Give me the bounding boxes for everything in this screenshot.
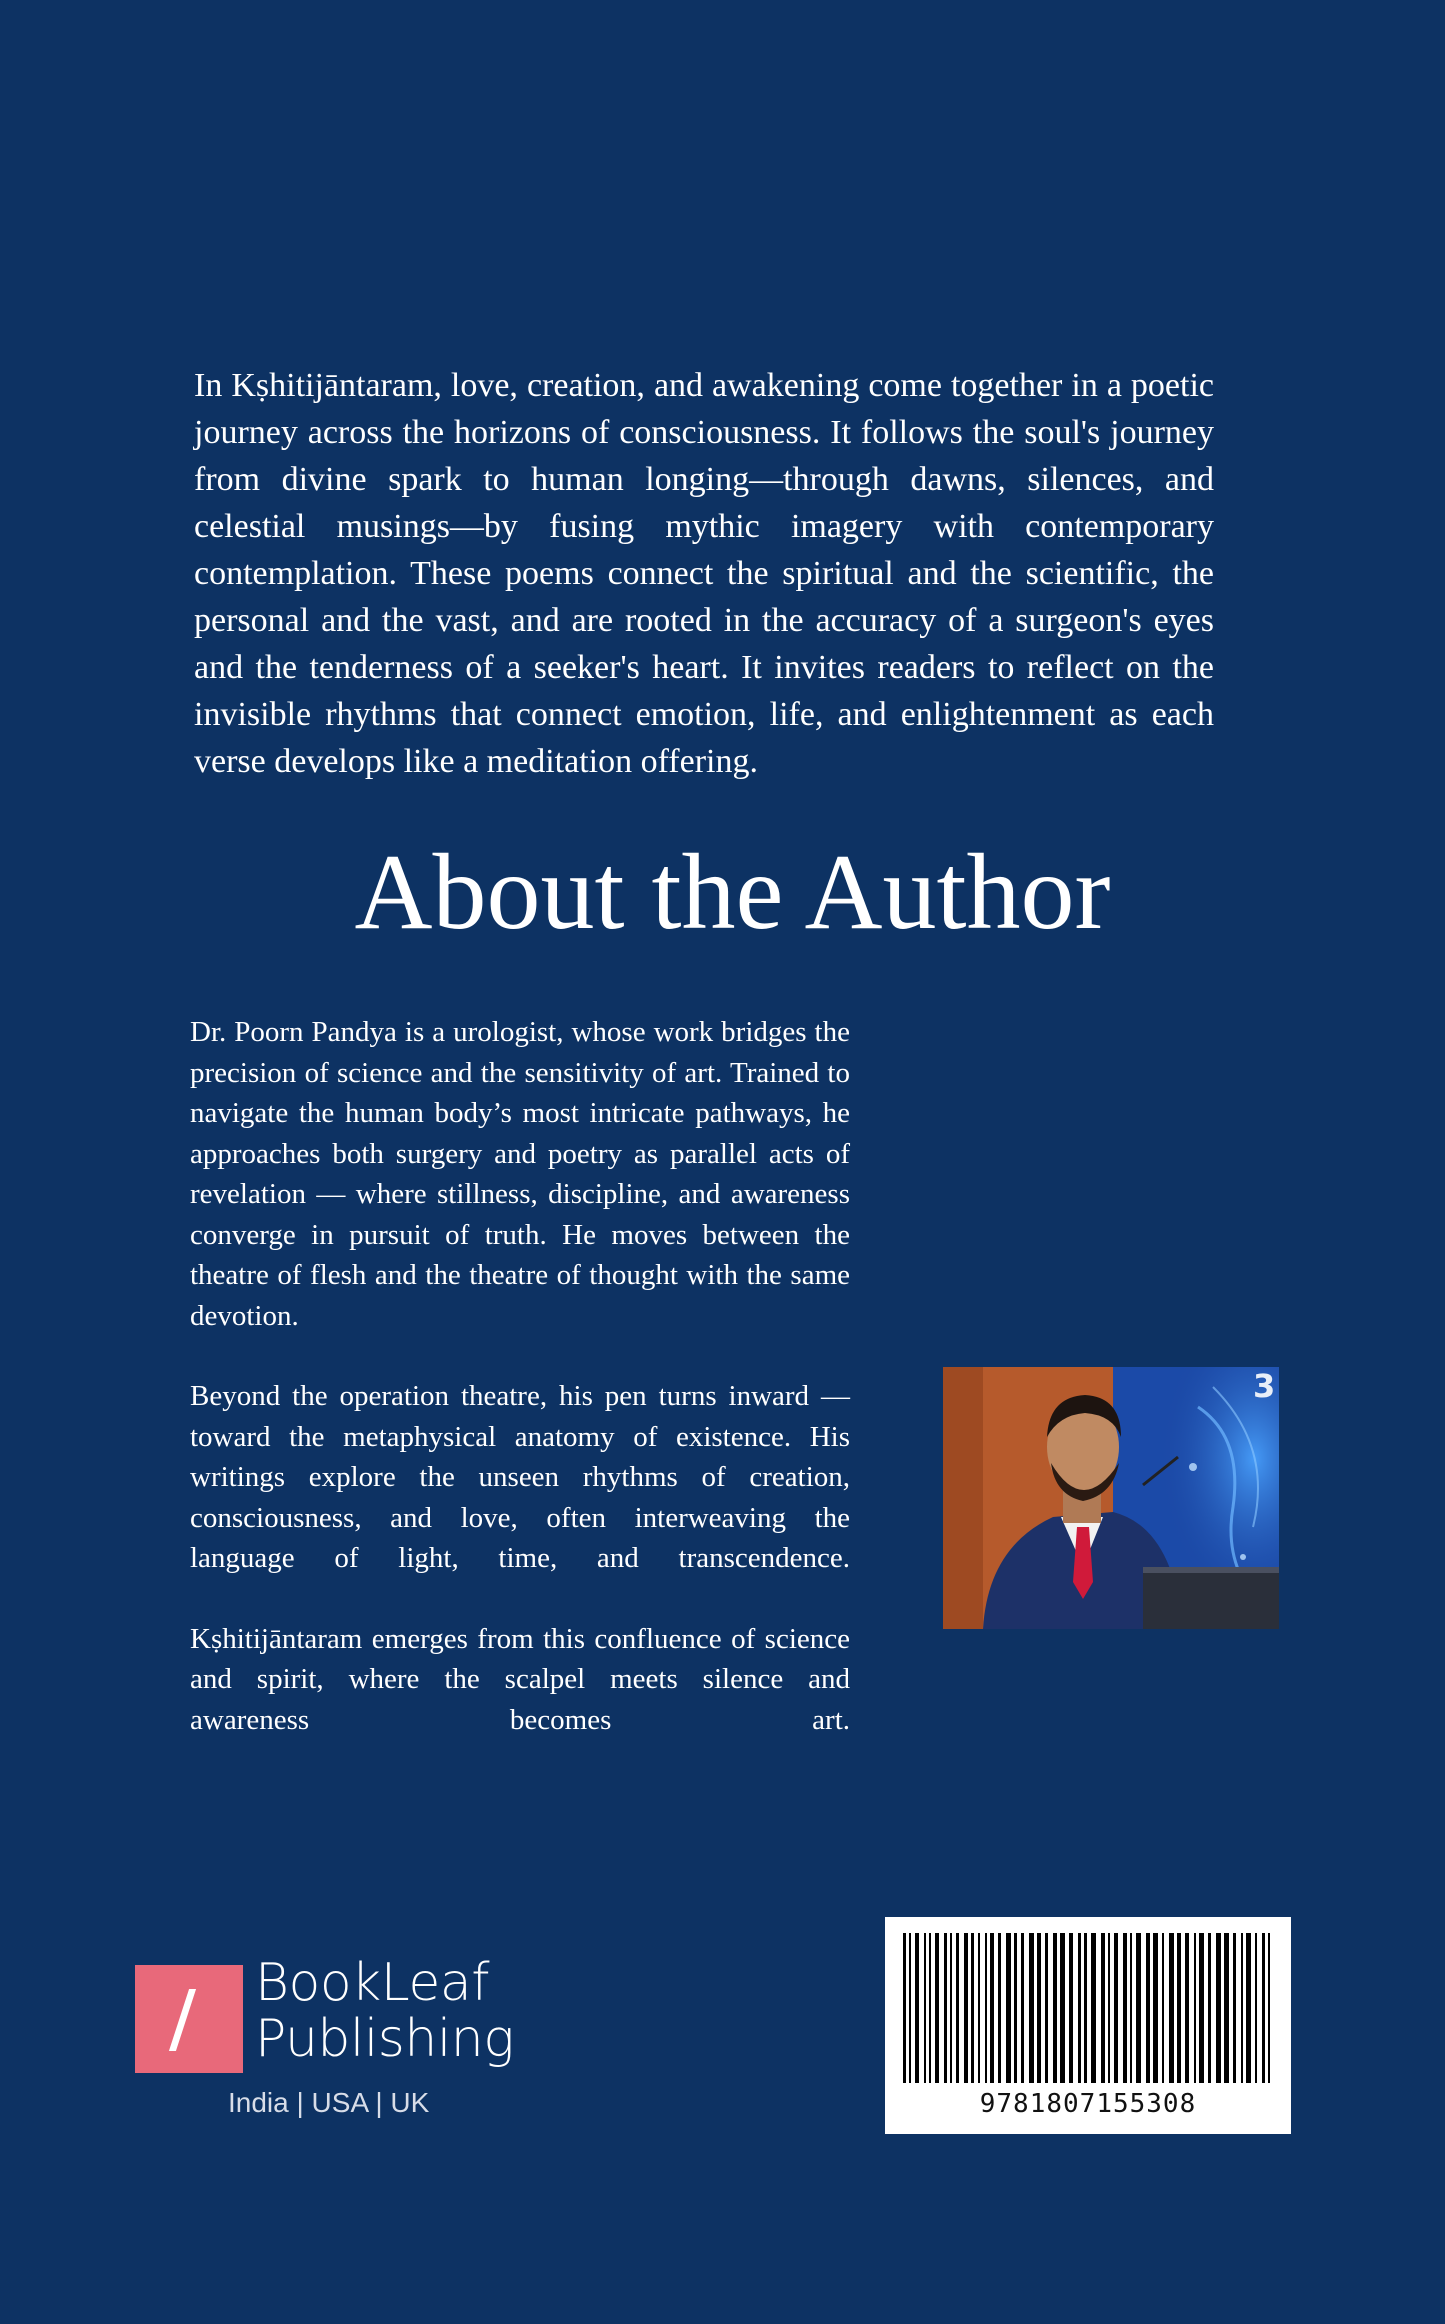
barcode-bar (950, 1933, 952, 2083)
barcode-bar (1108, 1933, 1110, 2083)
barcode-bar (915, 1933, 919, 2083)
barcode-bar (1246, 1933, 1251, 2083)
barcode-bar (1262, 1933, 1265, 2083)
photo-badge: 3 (1253, 1367, 1276, 1405)
barcode-bar (1006, 1933, 1011, 2083)
barcode-bar (1233, 1933, 1236, 2083)
barcode-bar (1216, 1933, 1221, 2083)
barcode-bar (1091, 1933, 1096, 2083)
barcode-bar (1177, 1933, 1181, 2083)
bio-paragraph-2: Beyond the operation theatre, his pen turns inward — toward the metaphysical anatomy of existence. His writings explore the unseen rhythms of creation, consciousness, and love, often interweaving the language of light, time, and transcendence. (190, 1380, 850, 1574)
slash-icon (169, 1989, 196, 2051)
publisher-name-line2: Publishing (255, 2009, 514, 2069)
bio-paragraph-1: Dr. Poorn Pandya is a urologist, whose work bridges the precision of science and the sensitivity of art. Trained to navigate the human body’s most intricate pathways, he approaches both surgery and poetry as parallel acts of revelation — where stillness, discipline, and awareness converge in pursuit of truth. He moves between the theatre of flesh and the theatre of thought with the same devotion. (190, 1016, 850, 1332)
barcode-bar (1037, 1933, 1041, 2083)
barcode-bar (1153, 1933, 1158, 2083)
barcode-bar (1268, 1933, 1270, 2083)
isbn-barcode (885, 1917, 1291, 2134)
isbn-number: 9781807155308 (979, 2089, 1197, 2119)
barcode-bar (956, 1933, 959, 2083)
barcode-bar (1029, 1933, 1034, 2083)
barcode-bar (990, 1933, 994, 2083)
barcode-bar (1255, 1933, 1257, 2083)
barcode-bar (1045, 1933, 1048, 2083)
barcode-bar (978, 1933, 980, 2083)
publisher-logo-mark (135, 1965, 243, 2073)
barcode-bar (1241, 1933, 1243, 2083)
publisher-logo (135, 1955, 555, 2135)
barcode-bar (1146, 1933, 1150, 2083)
barcode-bar (998, 1933, 1001, 2083)
barcode-bar (1162, 1933, 1164, 2083)
barcode-bar (929, 1933, 931, 2083)
bio-paragraph-3: Kṣhitijāntaram emerges from this confluence of science and spirit, where the scalpel meets silence and awareness becomes art. (190, 1622, 850, 1736)
barcode-bar (1014, 1933, 1017, 2083)
barcode-bar (1208, 1933, 1211, 2083)
barcode-bar (909, 1933, 911, 2083)
book-blurb: In Kṣhitijāntaram, love, creation, and awakening come together in a poetic journey across the horizons of consciousness. It follows the soul's journey from divine spark to human longing—through dawns, silences, and celestial musings—by fusing mythic imagery with contemporary contemplation. These poems connect the spiritual and the scientific, the personal and the vast, and are rooted in the accuracy of a surgeon's eyes and the tenderness of a seeker's heart. It invites readers to reflect on the invisible rhythms that connect emotion, life, and enlightenment as each verse develops like a meditation offering. (194, 367, 1214, 780)
barcode-bar (1130, 1933, 1132, 2083)
barcode-bar (1053, 1933, 1057, 2083)
barcode-bar (1224, 1933, 1229, 2083)
barcode-bar (964, 1933, 968, 2083)
barcode-bar (1199, 1933, 1204, 2083)
barcode-bars (901, 1933, 1275, 2083)
barcode-bar (944, 1933, 947, 2083)
barcode-bar (1101, 1933, 1105, 2083)
barcode-bar (985, 1933, 987, 2083)
barcode-bar (1169, 1933, 1174, 2083)
barcode-bar (924, 1933, 926, 2083)
barcode-bar (935, 1933, 939, 2083)
author-bio (190, 1012, 850, 1780)
publisher-regions: India | USA | UK (228, 2087, 430, 2118)
author-photo (943, 1367, 1279, 1629)
barcode-bar (1021, 1933, 1024, 2083)
barcode-bar (971, 1933, 974, 2083)
about-author-heading: About the Author (354, 833, 1111, 952)
barcode-bar (1136, 1933, 1141, 2083)
barcode-bar (1069, 1933, 1073, 2083)
barcode-bar (1114, 1933, 1118, 2083)
barcode-bar (1185, 1933, 1189, 2083)
barcode-bar (1060, 1933, 1065, 2083)
barcode-bar (1084, 1933, 1087, 2083)
publisher-name-line1: BookLeaf (255, 1953, 490, 2013)
barcode-bar (1194, 1933, 1196, 2083)
barcode-bar (1123, 1933, 1127, 2083)
barcode-bar (903, 1933, 906, 2083)
barcode-bar (1078, 1933, 1081, 2083)
publisher-name (255, 1955, 514, 2067)
